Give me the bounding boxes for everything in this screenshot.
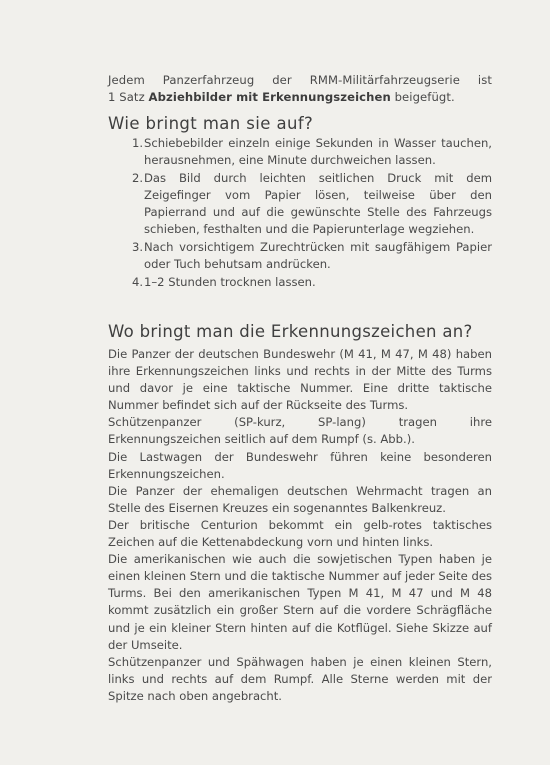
paragraph: Die Panzer der deutschen Bundeswehr (M 41, M 47, M 48) haben ihre Erkennungszeichen links und rechts in der Mitte des Turms und davor je eine taktische Nummer. Eine dritte taktische Nummer befindet sich auf der Rückseite des Turms.	[108, 347, 492, 413]
paragraph: Schützenpanzer und Spähwagen haben je einen kleinen Stern, links und rechts auf dem Rumpf. Alle Sterne werden mit der Spitze nach oben angebracht.	[108, 654, 492, 703]
paragraph: Die Lastwagen der Bundeswehr führen keine besonderen Erkennungszeichen.	[108, 449, 492, 481]
step-number: 1.	[132, 136, 144, 150]
list-item	[108, 239, 492, 273]
intro-prefix: 1 Satz	[108, 90, 149, 104]
paragraph: Schützenpanzer (SP-kurz, SP-lang) tragen ihre Erkennungszeichen seitlich auf dem Rumpf (s. Abb.).	[108, 415, 492, 447]
list-item	[108, 170, 492, 238]
step-number: 3.	[132, 240, 144, 254]
step-text: 1–2 Stunden trocknen lassen.	[144, 275, 316, 289]
intro-paragraph	[108, 72, 492, 106]
paragraph: Die Panzer der ehemaligen deutschen Wehrmacht tragen an Stelle des Eisernen Kreuzes ein sogenanntes Balkenkreuz.	[108, 483, 492, 515]
paragraph: Die amerikanischen wie auch die sowjetischen Typen haben je einen kleinen Stern und die taktische Nummer auf jeder Seite des Turms. Bei den amerikanischen Typen M 41, M 47 und M 48 kommt zusätzlich ein großer Stern auf die vordere Schrägfläche und je ein kleiner Stern hinten auf die Kotflügel. Siehe Skizze auf der Umseite.	[108, 552, 492, 652]
step-number: 2.	[132, 171, 144, 185]
intro-line-1: Jedem Panzerfahrzeug der RMM-Militärfahrzeugserie ist	[108, 73, 492, 87]
list-item	[108, 135, 492, 169]
instruction-list	[108, 135, 492, 292]
step-number: 4.	[132, 275, 144, 289]
paragraph: Der britische Centurion bekommt ein gelb-rotes taktisches Zeichen auf die Kettenabdeckung vorn und hinten links.	[108, 517, 492, 550]
intro-line-2	[108, 89, 492, 106]
step-text: Nach vorsichtigem Zurechtrücken mit saugfähigem Papier oder Tuch behutsam andrücken.	[144, 240, 492, 271]
step-text: Schiebebilder einzeln einige Sekunden in Wasser tauchen, herausnehmen, eine Minute durchweichen lassen.	[144, 136, 492, 167]
list-item	[108, 274, 492, 291]
section-heading-application: Wie bringt man sie auf?	[108, 114, 314, 133]
step-text: Das Bild durch leichten seitlichen Druck mit dem Zeigefinger vom Papier lösen, teilweise über den Papierrand und auf die gewünschte Stelle des Fahrzeugs schieben, festhalten und die Papierunterlage wegziehen.	[144, 171, 492, 236]
section-heading-placement: Wo bringt man die Erkennungszeichen an?	[108, 322, 473, 341]
intro-suffix: beigefügt.	[390, 90, 455, 104]
intro-bold-text: Abziehbilder mit Erkennungszeichen	[148, 90, 391, 104]
placement-text	[108, 346, 492, 705]
